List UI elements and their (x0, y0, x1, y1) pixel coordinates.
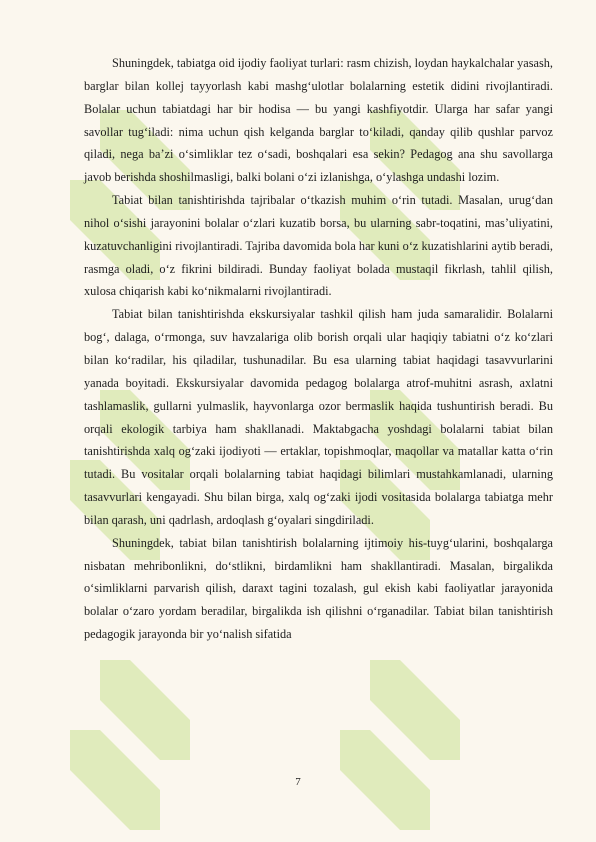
watermark-logo-icon (70, 660, 190, 830)
paragraph: Tabiat bilan tanishtirishda ekskursiyalar tashkil qilish ham juda samaralidir. Bolalarni bog‘, dalaga, o‘rmonga, suv havzalariga olib borish orqali ular haqiqiy tabiatni o‘z ko‘zlari bilan ko‘radilar, his qiladilar, tushunadilar. Bu esa ularning tabiat haqidagi tasavvurlarini yanada boyitadi. Ekskursiyalar davomida pedagog bolalarga atrof-muhitni asrash, axlatni tashlamaslik, gullarni yulmaslik, hayvonlarga ozor bermaslik haqida tushuntirish beradi. Bu orqali ekologik tarbiya ham shakllanadi. Maktabgacha yoshdagi bolalarni tabiat bilan tanishtirishda xalq og‘zaki ijodiyoti — ertaklar, topishmoqlar, maqollar va matallar katta o‘rin tutadi. Bu vositalar orqali bolalarning tabiat haqidagi bilimlari mustahkamlanadi, ularning tasavvurlari kengayadi. Shu bilan birga, xalq og‘zaki ijodi vositasida bolalarga tabiatga mehr bilan qarash, uni qadrlash, ardoqlash g‘oyalari singdiriladi. (84, 307, 553, 527)
page-number: 7 (295, 776, 301, 788)
paragraph: Tabiat bilan tanishtirishda tajribalar o‘tkazish muhim o‘rin tutadi. Masalan, urug‘dan nihol o‘sishi jarayonini bolalar o‘zlari kuzatib borsa, bu ularning sabr-toqatini, mas’uliyatini, kuzatuvchanligini rivojlantiradi. Tajriba davomida bola har kuni o‘z kuzatishlarini aytib beradi, rasmga oladi, o‘z fikrini bildiradi. Bunday faoliyat bolada mustaqil fikrlash, tahlil qilish, xulosa chiqarish kabi ko‘nikmalarni rivojlantiradi. (84, 193, 553, 299)
watermark-logo-icon (340, 660, 460, 830)
paragraph: Shuningdek, tabiat bilan tanishtirish bolalarning ijtimoiy his-tuyg‘ularini, boshqalarga nisbatan mehribonlikni, do‘stlikni, birdamlikni ham shakllantiradi. Masalan, birgalikda o‘simliklarni parvarish qilish, daraxt tagini tozalash, gul ekish kabi faoliyatlar jarayonida bolalar o‘zaro yordam beradilar, birgalikda ish qilishni o‘rganadilar. Tabiat bilan tanishtirish pedagogik jarayonda bir yo‘nalish sifatida (84, 535, 553, 642)
page-body (84, 52, 553, 646)
paragraph: Shuningdek, tabiatga oid ijodiy faoliyat turlari: rasm chizish, loydan haykalchalar yasash, barglar bilan kollej tayyorlash kabi mashg‘ulotlar bolalarning estetik didini rivojlantiradi. Bolalar uchun tabiatdagi har bir hodisa — bu yangi kashfiyotdir. Ularga har safar yangi savollar tug‘iladi: nima uchun qish kelganda barglar to‘kiladi, qanday qilib qushlar parvoz qiladi, nega ba’zi o‘simliklar tez o‘sadi, boshqalari esa sekin? Pedagog ana shu savollarga javob berishda shoshilmasligi, balki bolani o‘zi izlanishga, o‘ylashga undashi lozim. (84, 56, 553, 185)
